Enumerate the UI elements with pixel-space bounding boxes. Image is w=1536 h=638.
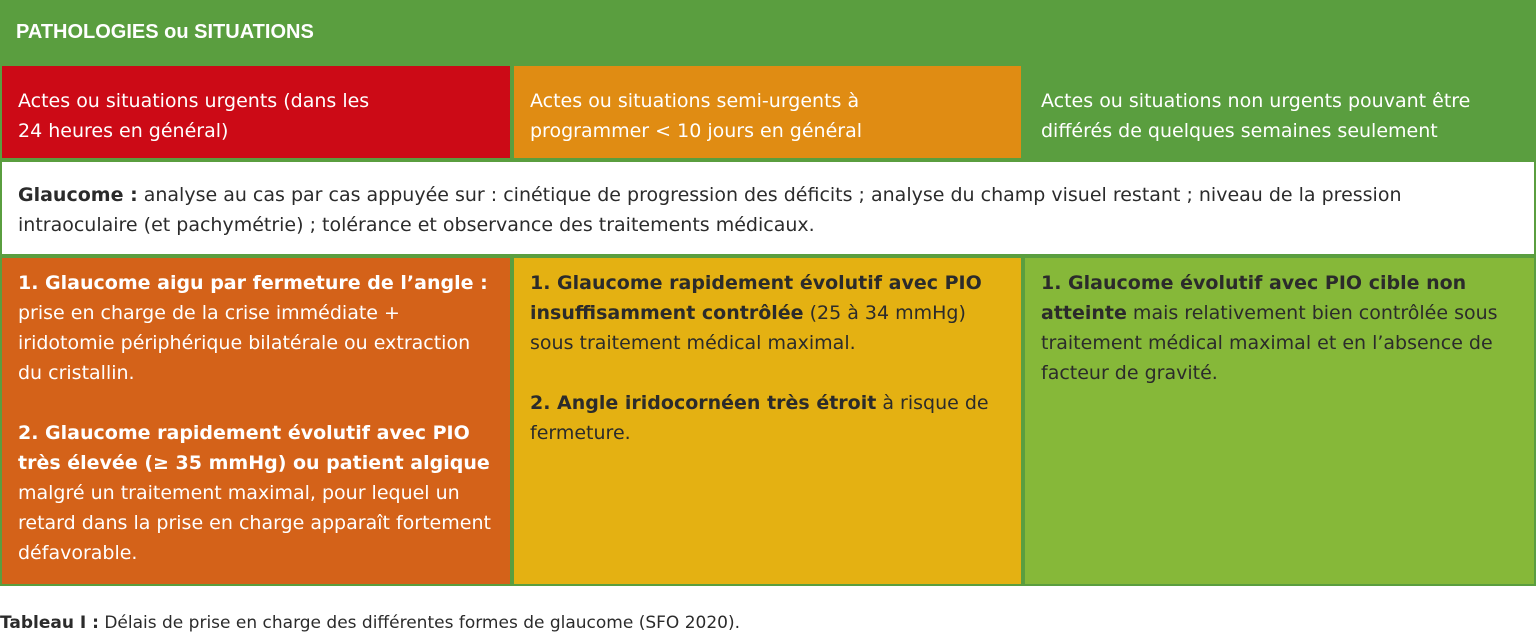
semi-urgent-item-1 [530, 268, 1005, 358]
semi-urgent-item-2 [530, 388, 1005, 448]
glaucome-label: Glaucome : [18, 184, 138, 206]
non-urgent-item-1 [1041, 268, 1518, 388]
urgent-item-2-title: 2. Glaucome rapidement évolutif avec PIO très élevée (≥ 35 mmHg) ou patient algique [18, 422, 490, 474]
table-header [0, 0, 1536, 64]
category-non-urgent-line1: Actes ou situations non urgents pouvant être [1041, 90, 1471, 112]
urgent-item-1 [18, 268, 494, 388]
category-urgent-line2: 24 heures en général) [18, 120, 229, 142]
header-title-part-a: PATHOLOGIES [16, 21, 165, 43]
urgent-item-2 [18, 418, 494, 568]
header-title-part-b: ou [164, 21, 189, 43]
semi-urgent-item-1-title: 1. Glaucome rapidement évolutif avec PIO insuffisamment contrôlée [530, 272, 982, 324]
category-non-urgent-line2: différés de quelques semaines seulement [1041, 120, 1438, 142]
non-urgent-item-1-title: 1. Glaucome évolutif avec PIO cible non atteinte [1041, 272, 1467, 324]
semi-urgent-item-2-text: à risque de fermeture. [530, 392, 989, 444]
glaucome-text: analyse au cas par cas appuyée sur : cinétique de progression des déficits ; analyse du champ visuel restant ; niveau de la pression intraoculaire (et pachymétrie) ; tolérance et observance des traitements médicaux. [18, 184, 1402, 236]
non-urgent-item-1-text: mais relativement bien contrôlée sous traitement médical maximal et en l’absence de facteur de gravité. [1041, 302, 1498, 384]
urgent-item-1-title: 1. Glaucome aigu par fermeture de l’angle : [18, 272, 488, 294]
caption-label: Tableau I : [0, 613, 99, 633]
category-urgent [2, 66, 510, 158]
semi-urgent-item-1-text: (25 à 34 mmHg) sous traitement médical maximal. [530, 302, 966, 354]
category-semi-urgent-line1: Actes ou situations semi-urgents à [530, 90, 860, 112]
column-urgent [2, 258, 510, 584]
table-caption [0, 611, 740, 635]
semi-urgent-item-2-title: 2. Angle iridocornéen très étroit [530, 392, 877, 414]
urgent-item-2-text: malgré un traitement maximal, pour lequel un retard dans la prise en charge apparaît fortement défavorable. [18, 482, 491, 564]
category-non-urgent [1025, 66, 1534, 158]
urgent-item-1-text: prise en charge de la crise immédiate + iridotomie périphérique bilatérale ou extraction du cristallin. [18, 302, 471, 384]
category-semi-urgent [514, 66, 1021, 158]
column-non-urgent [1025, 258, 1534, 584]
category-urgent-line1: Actes ou situations urgents (dans les [18, 90, 370, 112]
header-title-part-c: SITUATIONS [188, 21, 314, 43]
category-semi-urgent-line2: programmer < 10 jours en général [530, 120, 863, 142]
column-semi-urgent [514, 258, 1021, 584]
caption-text: Délais de prise en charge des différentes formes de glaucome (SFO 2020). [98, 613, 741, 633]
glaucome-general-row [2, 162, 1534, 254]
